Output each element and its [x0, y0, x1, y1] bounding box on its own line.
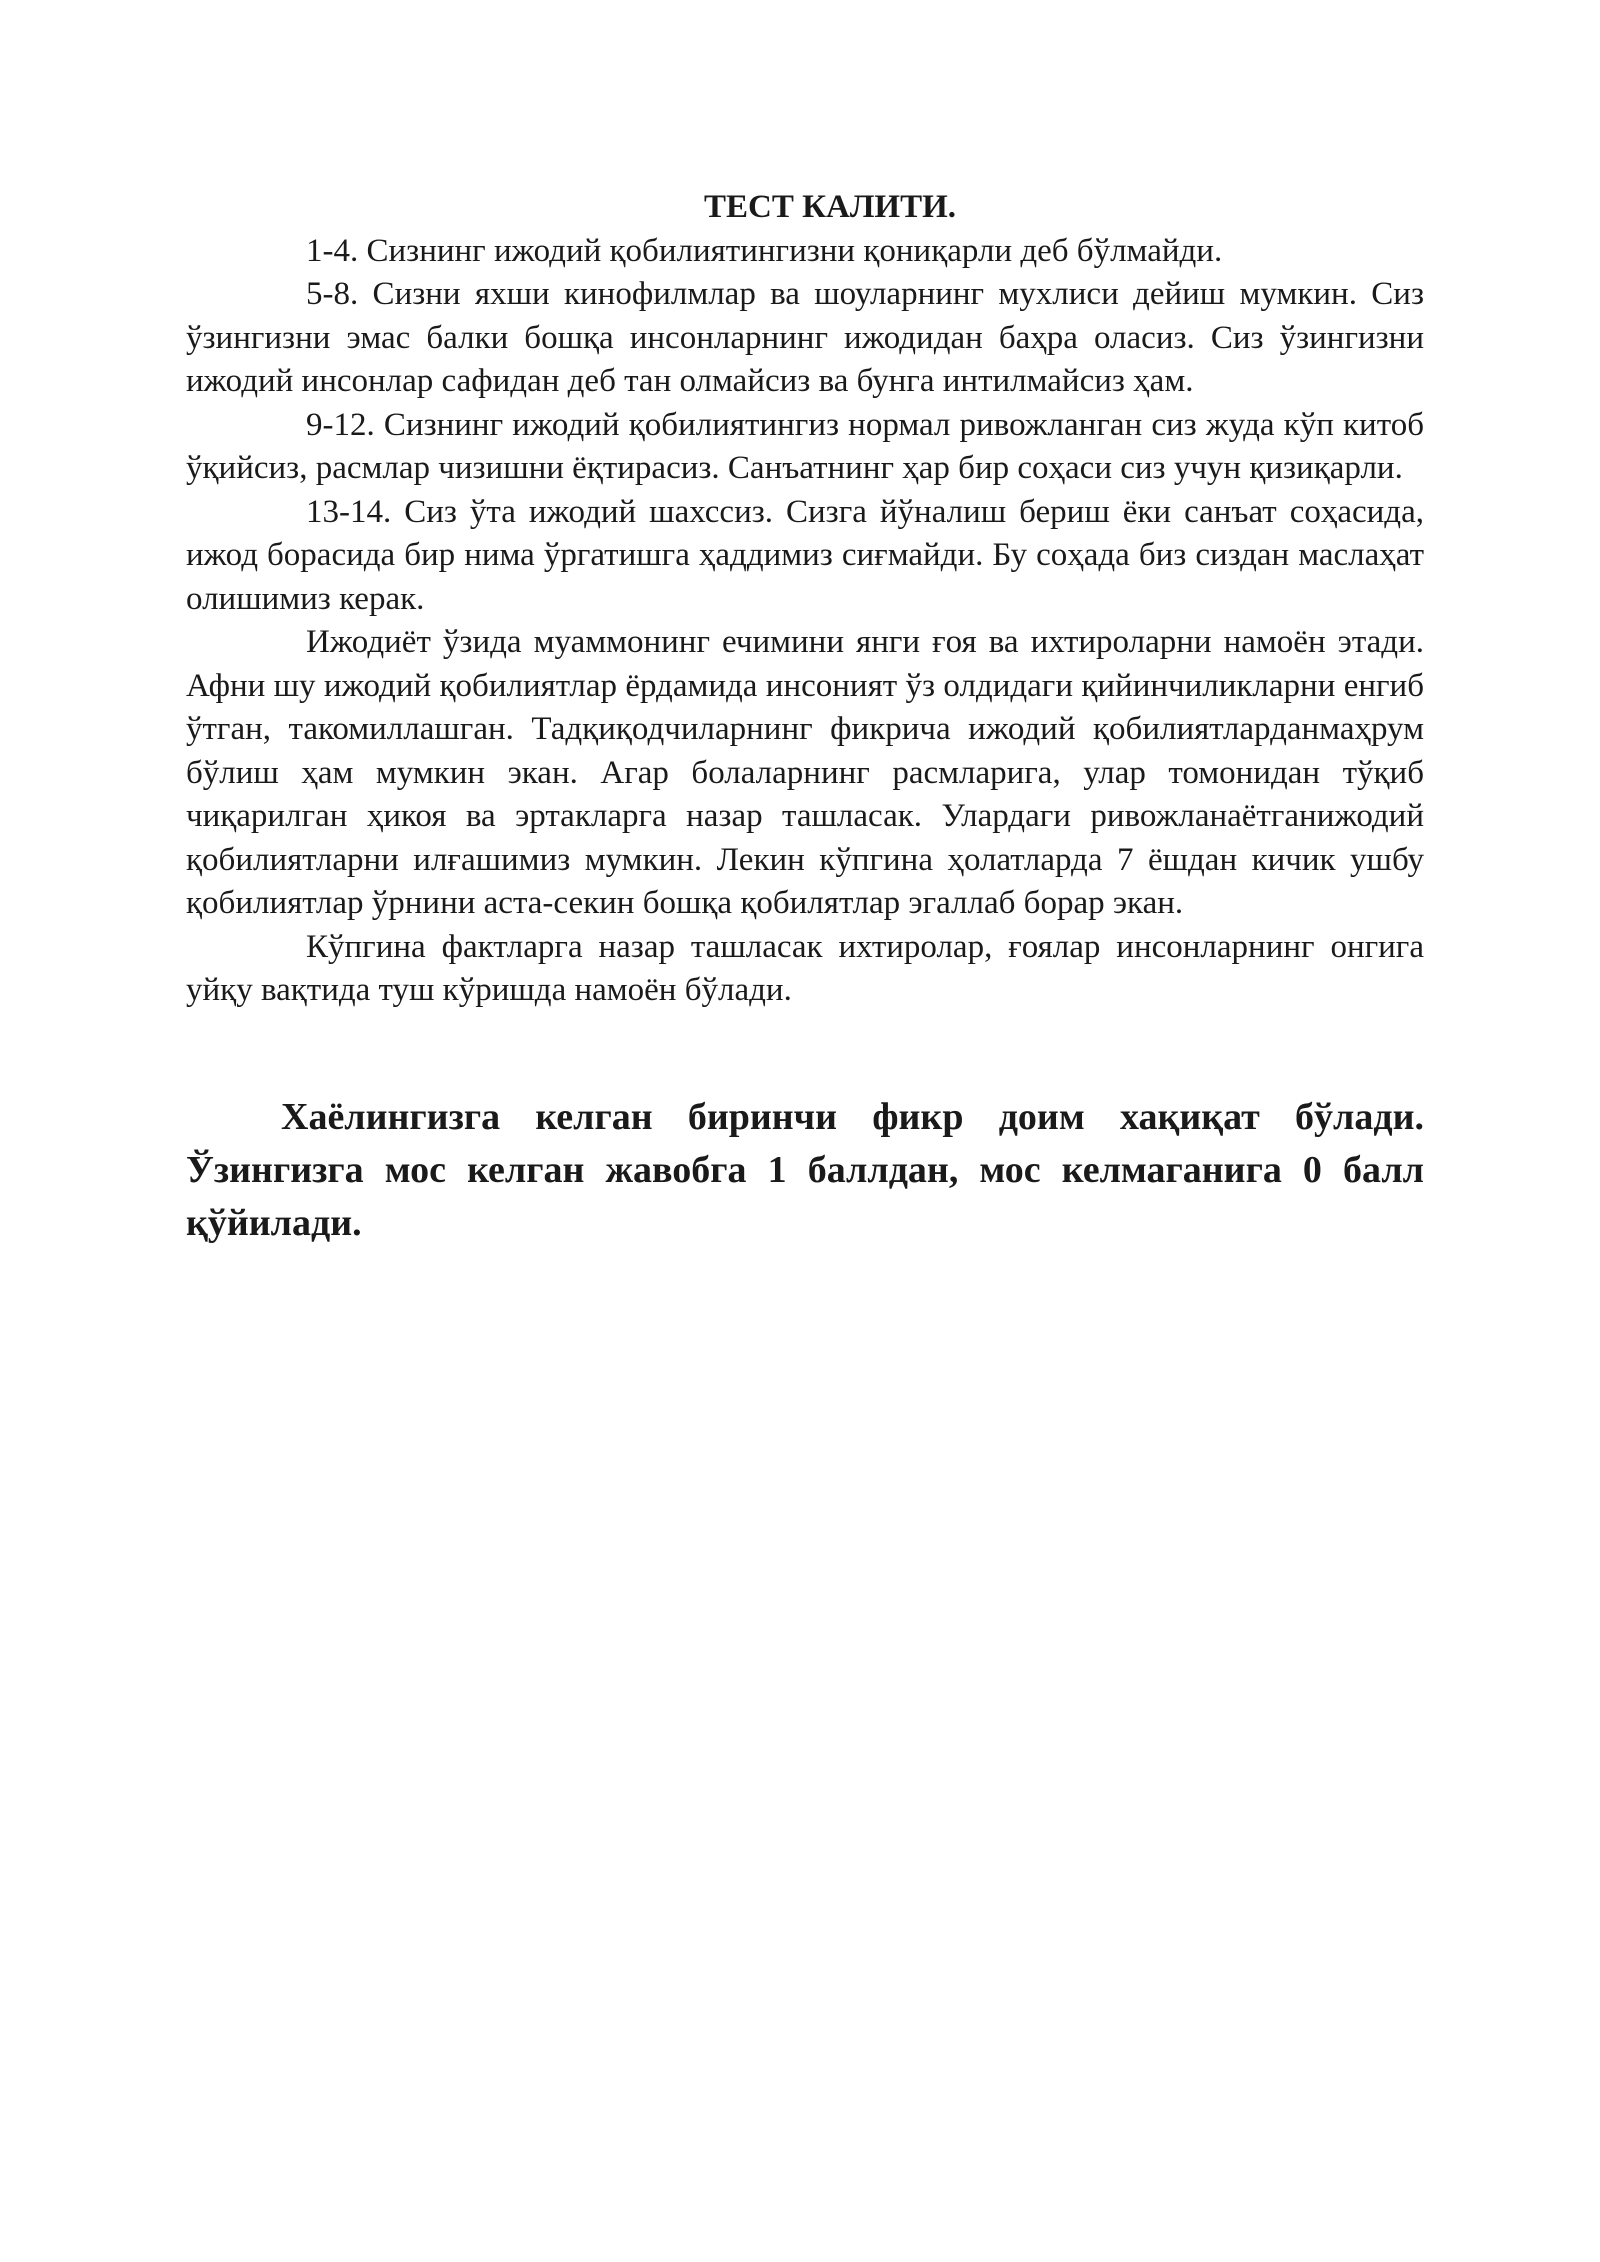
paragraph-score-1-4: 1-4. Сизнинг ижодий қобилиятингизни қониқарли деб бўлмайди.: [306, 232, 1223, 269]
section-spacer: [186, 1013, 1424, 1091]
paragraph-facts: Кўпгина фактларга назар ташласак ихтиролар, ғоялар инсонларнинг онгига уйқу вақтида туш кўришда намоён бўлади.: [186, 928, 1424, 1008]
scoring-instruction: Хаёлингизга келган биринчи фикр доим хақиқат бўлади. Ўзингизга мос келган жавобга 1 баллдан, мос келмаганига 0 балл қўйилади.: [186, 1095, 1424, 1244]
paragraph-score-9-12: 9-12. Сизнинг ижодий қобилиятингиз нормал ривожланган сиз жуда кўп китоб ўқийсиз, расмлар чизишни ёқтирасиз. Санъатнинг ҳар бир соҳаси сиз учун қизиқарли.: [186, 406, 1424, 486]
paragraph-score-5-8: 5-8. Сизни яхши кинофилмлар ва шоуларнинг мухлиси дейиш мумкин. Сиз ўзингизни эмас балки бошқа инсонларнинг ижодидан баҳра оласиз. Сиз ўзингизни ижодий инсонлар сафидан деб тан олмайсиз ва бунга интилмайсиз ҳам.: [186, 276, 1424, 399]
paragraph-score-13-14: 13-14. Сиз ўта ижодий шахссиз. Сизга йўналиш бериш ёки санъат соҳасида, ижод борасида бир нима ўргатишга ҳаддимиз сиғмайди. Бу соҳада биз сиздан маслаҳат олишимиз керак.: [186, 493, 1424, 617]
paragraph-creativity: Ижодиёт ўзида муаммонинг ечимини янги ғоя ва ихтироларни намоён этади. Афни шу ижодий қобилиятлар ёрдамида инсоният ўз олдидаги қийинчиликларни енгиб ўтган, такомиллашган. Тадқиқодчиларнинг фикрича ижодий қобилиятларданмаҳрум бўлиш ҳам мумкин экан. Агар болаларнинг расмларига, улар томонидан тўқиб чиқарилган ҳикоя ва эртакларга назар ташласак. Улардаги ривожланаётганижодий қобилиятларни илғашимиз мумкин. Лекин кўпгина ҳолатларда 7 ёшдан кичик ушбу қобилиятлар ўрнини аста-секин бошқа қобилятлар эгаллаб борар экан.: [186, 624, 1424, 921]
document-title: ТЕСТ КАЛИТИ.: [703, 189, 957, 225]
document-body: [186, 186, 1424, 1250]
